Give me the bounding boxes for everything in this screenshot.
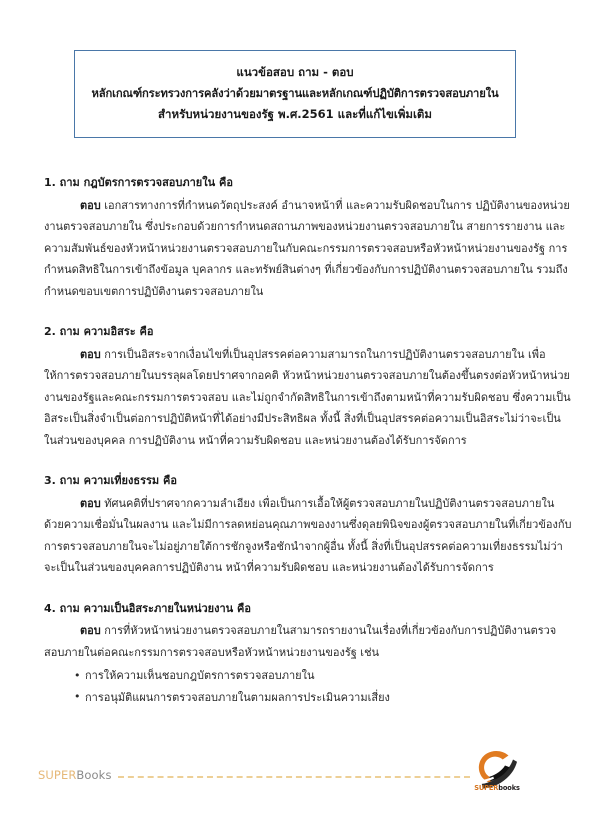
- bullet-item: • การให้ความเห็นชอบกฎบัตรการตรวจสอบภายใน: [74, 665, 572, 687]
- answer-label: ตอบ: [80, 624, 101, 637]
- qa-block: [44, 470, 572, 579]
- answer-paragraph: [44, 344, 572, 452]
- question-heading: 1. ถาม กฎบัตรการตรวจสอบภายใน คือ: [44, 176, 233, 189]
- footer-logo-word-primary: SUPER: [474, 784, 499, 792]
- bullet-item: • การอนุมัติแผนการตรวจสอบภายในตามผลการประเมินความเสี่ยง: [74, 687, 572, 709]
- page-footer: [0, 762, 616, 814]
- answer-text: การที่หัวหน้าหน่วยงานตรวจสอบภายในสามารถรายงานในเรื่องที่เกี่ยวข้องกับการปฏิบัติงานตรวจสอบภายในต่อคณะกรรมการตรวจสอบหรือหัวหน้าหน่วยงานของรัฐ เช่น: [44, 624, 557, 659]
- title-line-2: หลักเกณฑ์กระทรวงการคลังว่าด้วยมาตรฐานและหลักเกณฑ์ปฏิบัติการตรวจสอบภายใน: [91, 87, 499, 100]
- answer-label: ตอบ: [80, 347, 101, 361]
- title-line-1: แนวข้อสอบ ถาม - ตอบ: [236, 65, 354, 79]
- answer-paragraph: [44, 493, 572, 579]
- answer-label: ตอบ: [80, 496, 101, 510]
- answer-bullet-list: [44, 665, 572, 708]
- footer-divider: [118, 776, 470, 778]
- answer-label: ตอบ: [80, 198, 101, 212]
- footer-logo-wordmark: [469, 784, 525, 792]
- answer-text: การเป็นอิสระจากเงื่อนไขที่เป็นอุปสรรคต่อความสามารถในการปฏิบัติงานตรวจสอบภายใน เพื่อให้การตรวจสอบภายในบรรลุผลโดยปราศจากอคติ หัวหน้าหน่วยงานตรวจสอบภายในต้องขึ้นตรงต่อหัวหน้าหน่วยงานของรัฐและคณะกรรมการตรวจสอบ และไม่ถูกจำกัดสิทธิในการเข้าถึงตามหน้าที่ความรับผิดชอบ ซึ่งความเป็นอิสระเป็นสิ่งจำเป็นต่อการปฏิบัติหน้าที่ได้อย่างมีประสิทธิผล ทั้งนี้ สิ่งที่เป็นอุปสรรคต่อความเป็นอิสระไม่ว่าจะเป็นในส่วนของบุคคล การปฏิบัติงาน หน้าที่ความรับผิดชอบ และหน่วยงานต้องได้รับการจัดการ: [44, 347, 571, 447]
- answer-paragraph: [44, 195, 572, 303]
- footer-brand-primary: SUPER: [38, 768, 77, 782]
- question-heading: 2. ถาม ความอิสระ คือ: [44, 325, 154, 338]
- qa-block: [44, 321, 572, 451]
- question-heading: 3. ถาม ความเที่ยงธรรม คือ: [44, 474, 177, 487]
- qa-block: [44, 598, 572, 709]
- footer-brand-secondary: Books: [76, 768, 112, 782]
- footer-brand: [38, 768, 112, 782]
- answer-text: ทัศนคติที่ปราศจากความลำเอียง เพื่อเป็นการเอื้อให้ผู้ตรวจสอบภายในปฏิบัติงานตรวจสอบภายในด้วยความเชื่อมั่นในผลงาน และไม่มีการลดหย่อนคุณภาพของงานซึ่งดุลยพินิจของผู้ตรวจสอบภายในที่เกี่ยวข้องกับการตรวจสอบภายในจะไม่อยู่ภายใต้การชักจูงหรือชักนำจากผู้อื่น ทั้งนี้ สิ่งที่เป็นอุปสรรคต่อความเที่ยงธรรมไม่ว่าจะเป็นในส่วนของบุคคลการปฏิบัติงาน หน้าที่ความรับผิดชอบ และหน่วยงานต้องได้รับการจัดการ: [44, 496, 572, 574]
- footer-logo-word-secondary: books: [498, 784, 520, 792]
- document-title-box: [74, 50, 516, 138]
- question-heading: 4. ถาม ความเป็นอิสระภายในหน่วยงาน คือ: [44, 601, 251, 615]
- qa-block: [44, 172, 572, 302]
- answer-paragraph: [44, 620, 572, 663]
- answer-text: เอกสารทางการที่กำหนดวัตถุประสงค์ อำนาจหน้าที่ และความรับผิดชอบในการ ปฏิบัติงานของหน่วยงานตรวจสอบภายใน ซึ่งประกอบด้วยการกำหนดสถานภาพของหน่วยงานตรวจสอบภายใน สายการรายงาน และความสัมพันธ์ของหัวหน้าหน่วยงานตรวจสอบภายในกับคณะกรรมการตรวจสอบหรือหัวหน้าหน่วยงานของรัฐ การกำหนดสิทธิในการเข้าถึงข้อมูล บุคลากร และทรัพย์สินต่างๆ ที่เกี่ยวข้องกับการปฏิบัติงานตรวจสอบภายใน รวมถึงกำหนดขอบเขตการปฏิบัติงานตรวจสอบภายใน: [44, 198, 570, 298]
- title-line-3: สำหรับหน่วยงานของรัฐ พ.ศ.2561 และที่แก้ไขเพิ่มเติม: [158, 107, 432, 121]
- document-body: [44, 172, 572, 727]
